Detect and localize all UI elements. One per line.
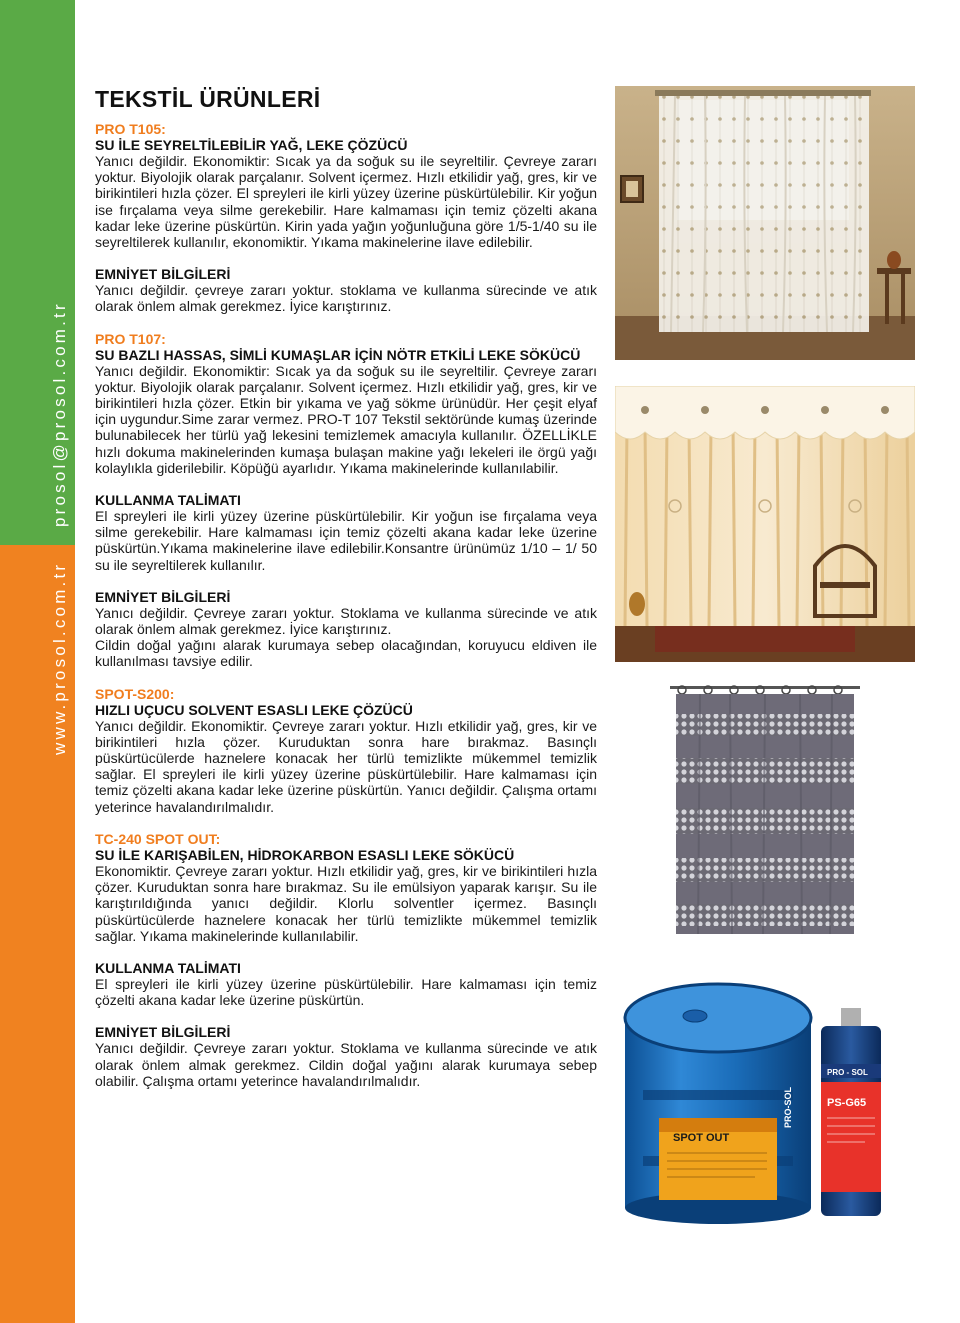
page-title: TEKSTİL ÜRÜNLERİ [95, 86, 321, 112]
spray-name: PS-G65 [827, 1097, 867, 1109]
safety-heading: EMNİYET BİLGİLERİ [95, 588, 231, 605]
product-subtitle: SU BAZLI HASSAS, SİMLİ KUMAŞLAR İÇİN NÖTR ETKİLİ LEKE SÖKÜCÜ [95, 346, 581, 363]
valance-curtain-photo [615, 386, 915, 662]
usage-heading: KULLANMA TALİMATI [95, 492, 241, 509]
product-subtitle: SU İLE KARIŞABİLEN, HİDROKARBON ESASLI LEKE SÖKÜCÜ [95, 846, 515, 863]
product-description: Yanıcı değildir. Ekonomiktir: Sıcak ya da soğuk su ile seyreltilir. Çevreye zararı yoktur. Biyolojik olarak parçalanır. Solvent içermez. Hızlı etkilidir yağ, gres, kir ve birikintileri hızla çözer. El spreyleri ile kirli yüzey üzerine püskürtülebilir. Kir yoğun ise fırçalama veya silme gerekebilir. Hare kalmaması için temiz çözelti akana kadar leke üzerine püskürtün. Kirin yada yağın yoğunluğuna göre 1/5-1/40 su ile seyreltilerek kullanılır, ekonomiktir. Yıkama makinelerine ilave edilebilir. [95, 153, 597, 251]
safety-text: Yanıcı değildir. çevreye zararı yoktur. stoklama ve kullanma sürecinde ve atık olarak önlem almak gerekmez. İyice karıştırınız. [95, 282, 597, 315]
usage-text: El spreyleri ile kirli yüzey üzerine püskürtülebilir. Kir yoğun ise fırçalama veya silme gerekebilir. Hare kalmaması için temiz çözelti akana kadar leke üzerine püskürtün.Yıkama makinelerine ilave edilebilir.Konsantre ürünümüz 1/10 – 1/ 50 su ile seyreltilerek kullanılır. [95, 508, 597, 573]
product-spot-s200 [95, 686, 597, 815]
can-label: SPOT OUT [673, 1132, 730, 1144]
product-code: PRO T105: [95, 121, 166, 137]
safety-text: Yanıcı değildir. Çevreye zararı yoktur. Stoklama ve kullanma sürecinde ve atık olarak önlem almak gerekmez. İyice karıştırınız. [95, 604, 597, 638]
sidebar-website: www.prosol.com.tr [50, 561, 69, 755]
product-code: TC-240 SPOT OUT: [95, 830, 221, 847]
product-pro-t107 [95, 331, 597, 670]
spray-brand: PRO - SOL [827, 1068, 868, 1077]
usage-heading: KULLANMA TALİMATI [95, 959, 241, 976]
product-description: Ekonomiktir. Çevreye zararı yoktur. Hızlı etkilidir yağ, gres, kir ve birikintileri hızla çözer. Kuruduktan sonra hare bırakmaz. Su ile emülsiyon yaparak karışır. Su ile karıştırıldığında yanıcı değildir. Klorlu solventler içermez. Basınçlı püskürtücülerde haznelere konacak her türlü temizlikte mükemmel temizlik sağlar. Yıkama makinelerinde kullanılabilir. [95, 862, 597, 944]
product-subtitle: SU İLE SEYRELTİLEBİLİR YAĞ, LEKE ÇÖZÜCÜ [95, 137, 408, 153]
usage-text: El spreyleri ile kirli yüzey üzerine püskürtülebilir. Hare kalmaması için temiz çözelti akana kadar leke üzerine püskürtün. [95, 975, 597, 1009]
product-description: Yanıcı değildir. Ekonomiktir. Çevreye zararı yoktur. Hızlı etkilidir yağ, gres, kir ve birikintileri hızla çözer. Kuruduktan sonra hare bırakmaz. Basınçlı püskürtücülerde haznelere konacak her türlü temizlikte mükemmel temizlik sağlar. El spreyleri ile kirli yüzey üzerine püskürtülebilir. Hare kalmaması için temiz çözelti akana kadar leke üzerine püskürtün. Yanıcı değildir. Çalışma ortamı yeterince havalandırılmalıdır. [95, 717, 597, 815]
spot-out-product-photo [615, 978, 915, 1226]
product-pro-t105 [95, 121, 597, 315]
safety-heading: EMNİYET BİLGİLERİ [95, 266, 231, 283]
sheer-curtain-photo [615, 86, 915, 360]
product-code: SPOT-S200: [95, 685, 175, 702]
product-tc240-spot-out [95, 831, 597, 1089]
can-brand: PRO-SOL [783, 1086, 793, 1128]
product-code: PRO T107: [95, 330, 166, 347]
safety-heading: EMNİYET BİLGİLERİ [95, 1024, 231, 1041]
product-subtitle: HIZLI UÇUCU SOLVENT ESASLI LEKE ÇÖZÜCÜ [95, 701, 413, 718]
sidebar-email: prosol@prosol.com.tr [50, 301, 69, 527]
safety-text: Yanıcı değildir. Çevreye zararı yoktur. Stoklama ve kullanma sürecinde ve atık olarak önlem almak gerekmez. Cildin doğal yağını alarak kurumaya sebep olabilir. Çalışma ortamı yeterince havalandırılmalıdır. [95, 1040, 597, 1089]
product-description: Yanıcı değildir. Ekonomiktir: Sıcak ya da soğuk su ile seyreltilir. Çevreye zararı yoktur. Biyolojik olarak parçalanır. Solvent içermez. Hızlı etkilidir yağ, gres, kir ve birikintileri hızla çözer. Etkin bir yıkama ve yağ sökme ürünüdür. Her çeşit elyaf için uygundur.Sime zarar vermez. PRO-T 107 Tekstil sektöründe kumaş üzerinde bulunabilecek her türlü yağ lekesini temizlemek amacıyla kullanılır. ÖZELLİKLE hızlı dokuma makinelerinden kumaşa bulaşan makine yağı lekeleri ile örgü yağı kolaylıkla giderilebilir. Köpüğü ayarlıdır. Yıkama makinelerinde kullanılabilir. [95, 362, 597, 476]
main-content [95, 86, 597, 1089]
safety-text-extra: Cildin doğal yağını alarak kurumaya sebep olacağından, koruyucu eldiven ile kullanılması tavsiye edilir. [95, 637, 597, 670]
sequin-curtain-photo [640, 680, 890, 940]
